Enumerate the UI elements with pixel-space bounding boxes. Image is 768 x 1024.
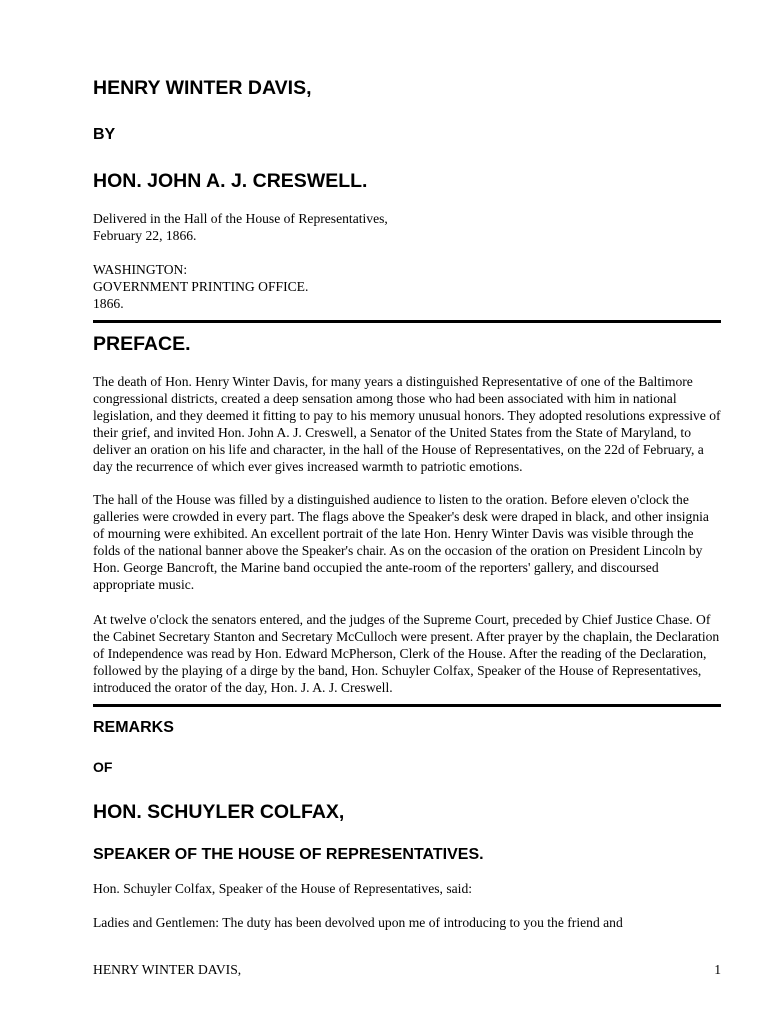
- imprint-printer: GOVERNMENT PRINTING OFFICE.: [93, 279, 309, 294]
- page-number: 1: [714, 962, 721, 977]
- remarks-heading: REMARKS: [93, 719, 174, 736]
- speaker-title-heading: SPEAKER OF THE HOUSE OF REPRESENTATIVES.: [93, 846, 484, 863]
- preface-paragraph-2: The hall of the House was filled by a distinguished audience to listen to the oration. Before eleven o'clock the galleries were crowded in every part. The flags above the Speaker's desk were draped in black, and other insignia of mourning were exhibited. An excellent portrait of the late Hon. Henry Winter Davis was visible through the folds of the national banner above the Speaker's chair. As on the occasion of the oration on President Lincoln by Hon. George Bancroft, the Marine band occupied the ante-room of the reporters' gallery, and discoursed appropriate music.: [93, 492, 709, 592]
- document-title: HENRY WINTER DAVIS,: [93, 77, 312, 99]
- preface-paragraph-1: The death of Hon. Henry Winter Davis, for many years a distinguished Representative of one of the Baltimore congressional districts, created a deep sensation among those who had been associated with him in national legislation, and they deemed it fitting to pay to his memory unusual honors. They adopted resolutions expressive of their grief, and invited Hon. John A. J. Creswell, a Senator of the United States from the State of Maryland, to deliver an oration on his life and character, in the hall of the House of Representatives, on the 22d of February, a day the recurrence of which ever gives increased warmth to patriotic emotions.: [93, 374, 721, 474]
- byline-by: BY: [93, 126, 116, 143]
- author-heading: HON. JOHN A. J. CRESWELL.: [93, 170, 368, 192]
- section-divider: [93, 704, 721, 707]
- speaker-name-heading: HON. SCHUYLER COLFAX,: [93, 801, 345, 823]
- section-divider: [93, 320, 721, 323]
- running-footer-title: HENRY WINTER DAVIS,: [93, 962, 242, 977]
- imprint-year: 1866.: [93, 296, 124, 311]
- imprint-city: WASHINGTON:: [93, 262, 188, 277]
- remarks-intro: Hon. Schuyler Colfax, Speaker of the House of Representatives, said:: [93, 881, 473, 896]
- delivered-line-1: Delivered in the Hall of the House of Representatives,: [93, 211, 388, 226]
- delivered-line-2: February 22, 1866.: [93, 228, 197, 243]
- remarks-opening-line: Ladies and Gentlemen: The duty has been devolved upon me of introducing to you the friend and: [93, 915, 623, 930]
- remarks-of: OF: [93, 759, 113, 775]
- preface-heading: PREFACE.: [93, 333, 191, 355]
- preface-paragraph-3: At twelve o'clock the senators entered, and the judges of the Supreme Court, preceded by Chief Justice Chase. Of the Cabinet Secretary Stanton and Secretary McCulloch were present. After prayer by the chaplain, the Declaration of Independence was read by Hon. Edward McPherson, Clerk of the House. After the reading of the Declaration, followed by the playing of a dirge by the band, Hon. Schuyler Colfax, Speaker of the House of Representatives, introduced the orator of the day, Hon. J. A. J. Creswell.: [93, 612, 720, 695]
